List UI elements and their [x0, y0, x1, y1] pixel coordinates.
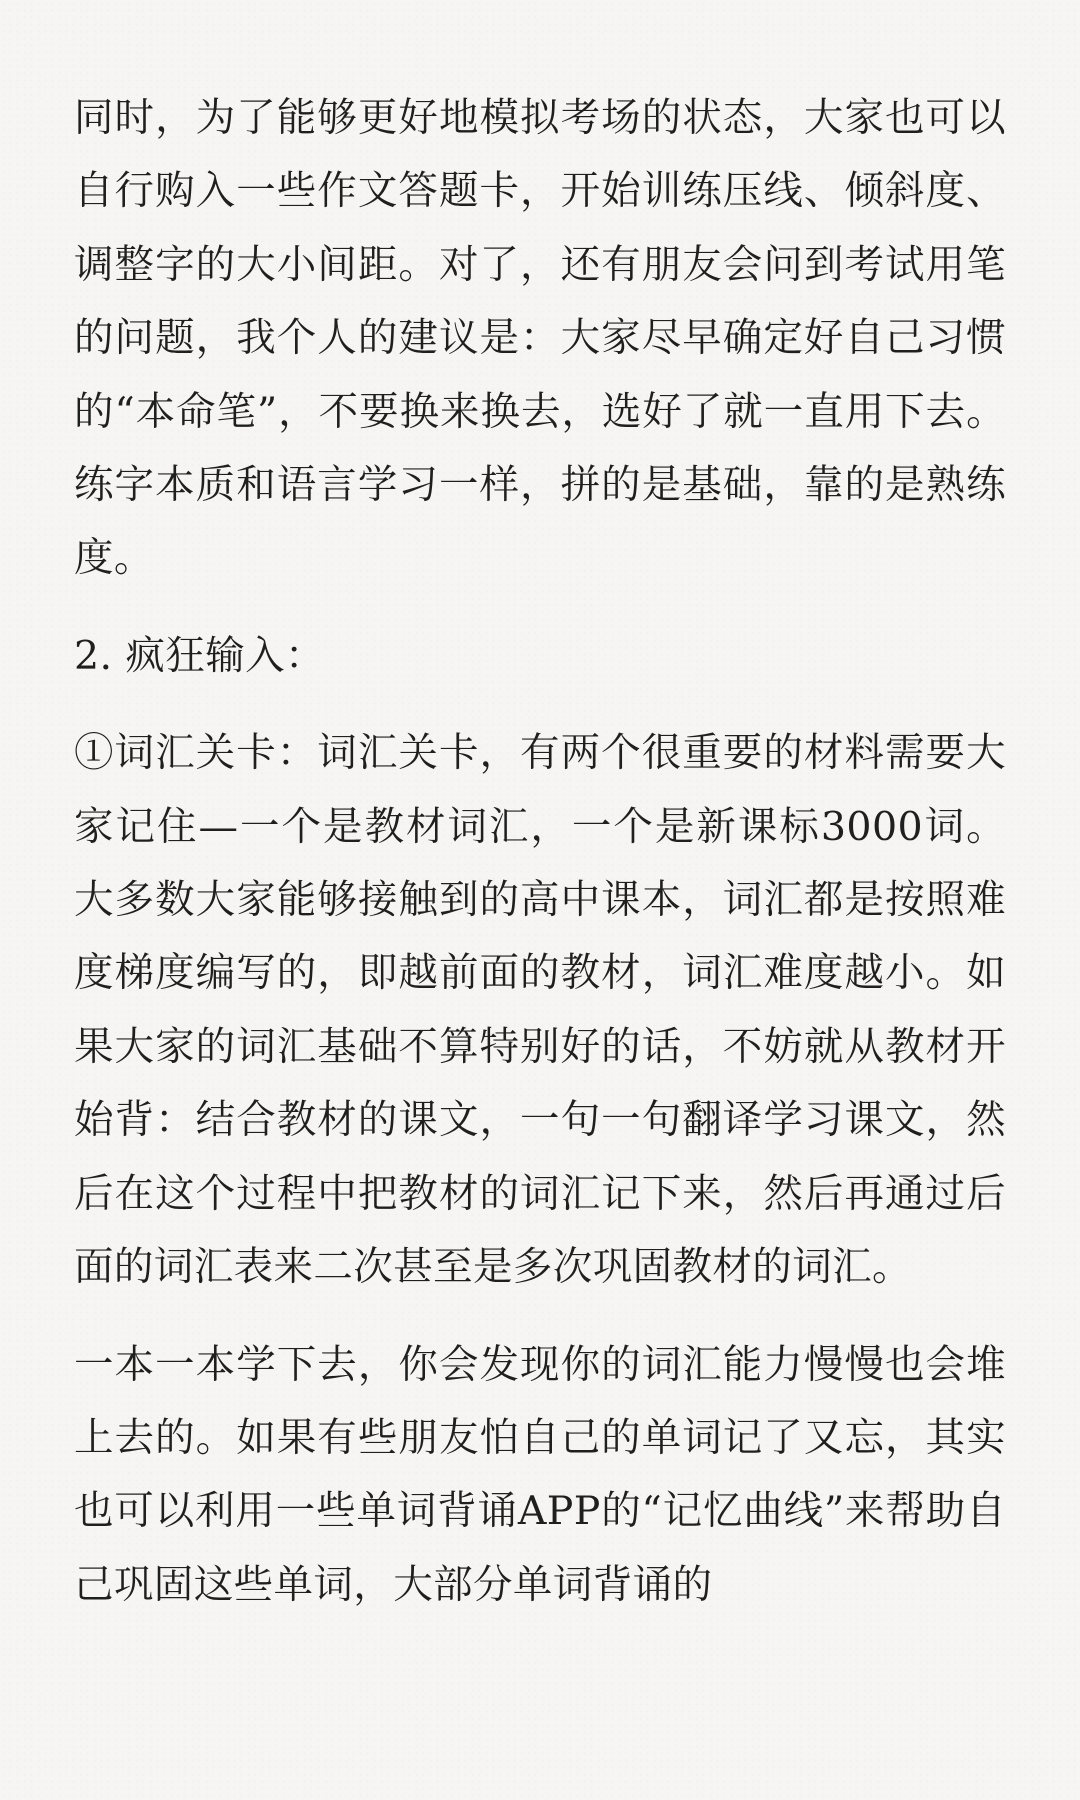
paragraph-vocabulary-apps: 一本一本学下去，你会发现你的词汇能力慢慢也会堆上去的。如果有些朋友怕自己的单词记了又忘，其实也可以利用一些单词背诵APP的“记忆曲线”来帮助自己巩固这些单词，大部分单词背诵的	[74, 1341, 1006, 1608]
section-heading-intense-input: 2. 疯狂输入：	[74, 632, 325, 679]
paragraph-handwriting-practice: 同时，为了能够更好地模拟考场的状态，大家也可以自行购入一些作文答题卡，开始训练压线、倾斜度、调整字的大小间距。对了，还有朋友会问到考试用笔的问题，我个人的建议是：大家尽早确定好自己习惯的“本命笔”，不要换来换去，选好了就一直用下去。练字本质和语言学习一样，拼的是基础，靠的是熟练度。	[74, 95, 1006, 582]
paragraph-vocabulary-level: ①词汇关卡：词汇关卡，有两个很重要的材料需要大家记住—一个是教材词汇，一个是新课标3000词。大多数大家能够接触到的高中课本，词汇都是按照难度梯度编写的，即越前面的教材，词汇难度越小。如果大家的词汇基础不算特别好的话，不妨就从教材开始背：结合教材的课文，一句一句翻译学习课文，然后在这个过程中把教材的词汇记下来，然后再通过后面的词汇表来二次甚至是多次巩固教材的词汇。	[74, 730, 1006, 1291]
